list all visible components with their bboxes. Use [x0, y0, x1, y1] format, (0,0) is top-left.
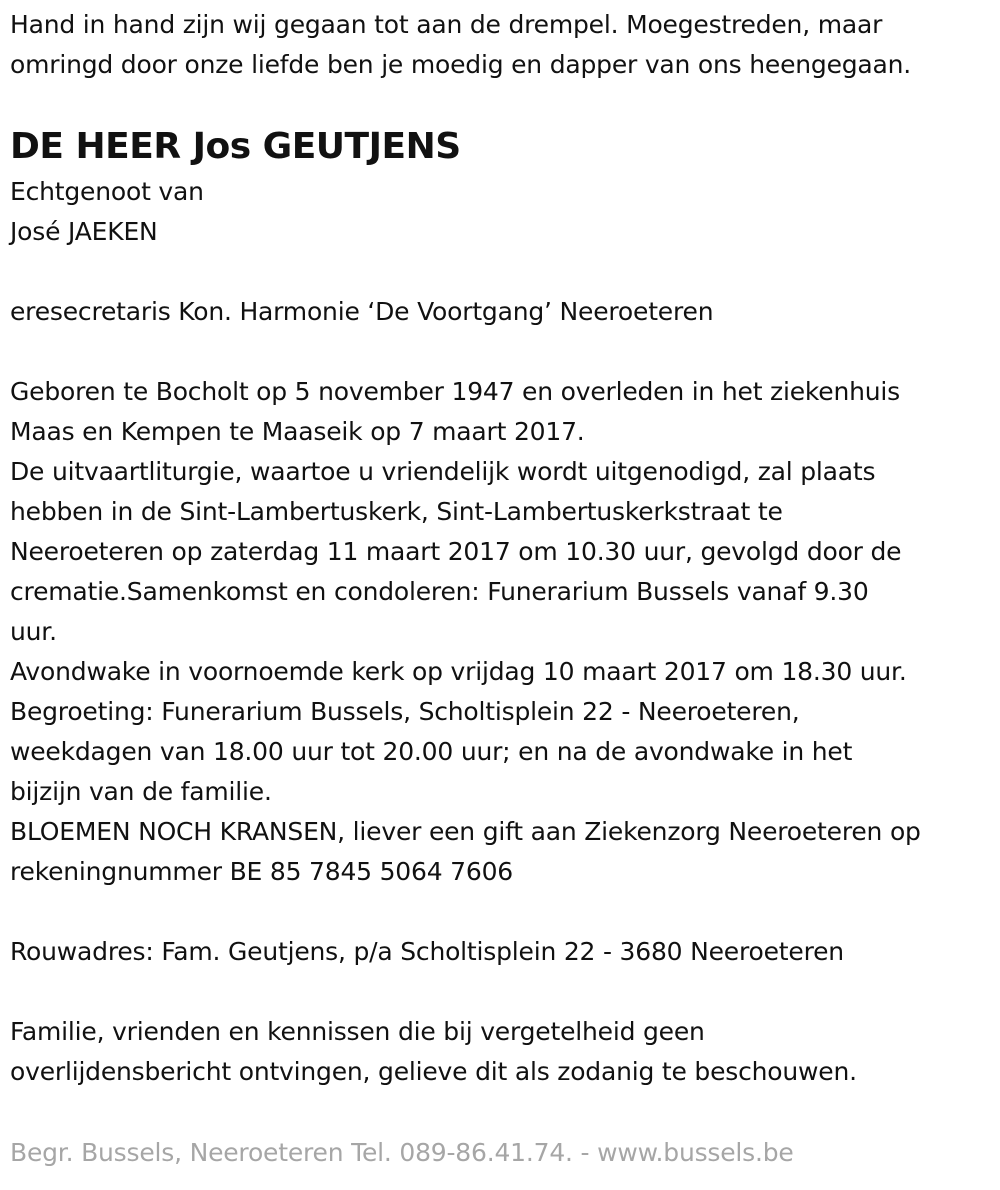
detail-line: De uitvaartliturgie, waartoe u vriendelijk wordt uitgenodigd, zal plaats [10, 457, 876, 486]
detail-line: crematie.Samenkomst en condoleren: Funerarium Bussels vanaf 9.30 [10, 577, 869, 606]
detail-line: BLOEMEN NOCH KRANSEN, liever een gift aan Ziekenzorg Neeroeteren op [10, 817, 921, 846]
spouse-label: Echtgenoot van [10, 177, 204, 206]
spouse-name: José JAEKEN [10, 217, 158, 246]
detail-line: weekdagen van 18.00 uur tot 20.00 uur; en na de avondwake in het [10, 737, 853, 766]
motto-line: Hand in hand zijn wij gegaan tot aan de drempel. Moegestreden, maar [10, 10, 883, 39]
detail-line: Maas en Kempen te Maaseik op 7 maart 2017. [10, 417, 585, 446]
notice-line: overlijdensbericht ontvingen, gelieve dit als zodanig te beschouwen. [10, 1057, 857, 1086]
detail-line: Geboren te Bocholt op 5 november 1947 en overleden in het ziekenhuis [10, 377, 900, 406]
detail-line: rekeningnummer BE 85 7845 5064 7606 [10, 857, 513, 886]
motto-line: omringd door onze liefde ben je moedig en dapper van ons heengegaan. [10, 50, 912, 79]
detail-line: hebben in de Sint-Lambertuskerk, Sint-Lambertuskerkstraat te [10, 497, 783, 526]
deceased-name: DE HEER Jos GEUTJENS [10, 126, 461, 167]
detail-line: Begroeting: Funerarium Bussels, Scholtisplein 22 - Neeroeteren, [10, 697, 800, 726]
mourning-address: Rouwadres: Fam. Geutjens, p/a Scholtisplein 22 - 3680 Neeroeteren [10, 937, 844, 966]
detail-line: Neeroeteren op zaterdag 11 maart 2017 om 10.30 uur, gevolgd door de [10, 537, 902, 566]
honorary-role: eresecretaris Kon. Harmonie ‘De Voortgang’ Neeroeteren [10, 297, 714, 326]
detail-line: bijzijn van de familie. [10, 777, 272, 806]
notice-line: Familie, vrienden en kennissen die bij vergetelheid geen [10, 1017, 705, 1046]
funeral-home-footer: Begr. Bussels, Neeroeteren Tel. 089-86.41.74. - www.bussels.be [10, 1138, 794, 1167]
detail-line: Avondwake in voornoemde kerk op vrijdag 10 maart 2017 om 18.30 uur. [10, 657, 907, 686]
detail-line: uur. [10, 617, 57, 646]
